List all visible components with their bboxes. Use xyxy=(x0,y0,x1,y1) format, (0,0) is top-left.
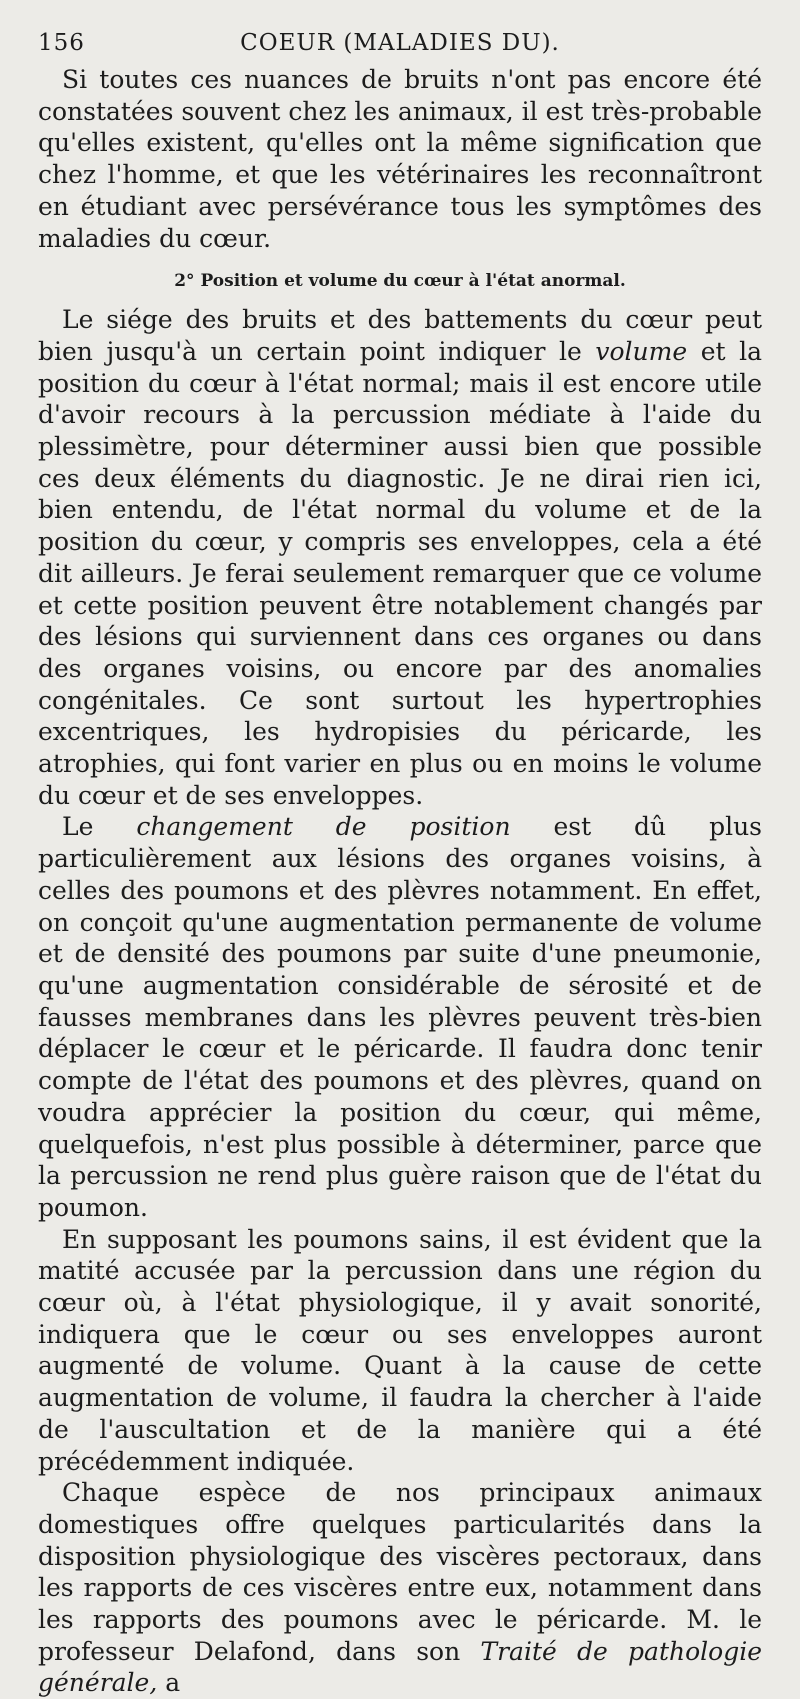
paragraph-5-text-b: a xyxy=(157,1668,181,1698)
paragraph-5-emphasis: Traité de pathologie générale, xyxy=(38,1636,763,1698)
paragraph-5-text-a: Chaque espèce de nos principaux animaux domestiques offre quelques particularités dans la disposition physiologique des viscères pectoraux, dans les rapports de ces viscères entre eux, notamment dans les rapports des poumons avec le péricarde. M. le professeur Delafond, dans son xyxy=(38,1478,762,1666)
paragraph-3-emphasis: changement de position xyxy=(136,812,511,842)
paragraph-2-text-b: et la position du cœur à l'état normal; mais il est encore utile d'avoir recours à la percussion médiate à l'aide du plessimètre, pour déterminer aussi bien que possible ces deux éléments du diagnostic. Je ne dirai rien ici, bien entendu, de l'état normal du volume et de la position du cœur, y compris ses enveloppes, cela a été dit ailleurs. Je ferai seulement remarquer que ce volume et cette position peuvent être notablement changés par des lésions qui surviennent dans ces organes ou dans des organes voisins, ou encore par des anomalies congénitales. Ce sont surtout les hypertrophies excentriques, les hydropisies du péricarde, les atrophies, qui font varier en plus ou en moins le volume du cœur et de ses enveloppes. xyxy=(38,336,762,810)
paragraph-2-emphasis: volume xyxy=(595,336,688,366)
page-number: 156 xyxy=(38,30,85,56)
paragraph-4: En supposant les poumons sains, il est évident que la matité accusée par la percussion dans une région du cœur où, à l'état physiologique, il y avait sonorité, indiquera que le cœur ou ses enveloppes auront augmenté de volume. Quant à la cause de cette augmentation de volume, il faudra la chercher à l'aide de l'auscultation et de la manière qui a été précédemment indiquée. xyxy=(38,1224,762,1476)
paragraph-3-text-b: est dû plus particulièrement aux lésions des organes voisins, à celles des poumons et des plèvres notamment. En effet, on conçoit qu'une augmentation permanente de volume et de densité des poumons par suite d'une pneumonie, qu'une augmentation considérable de sérosité et de fausses membranes dans les plèvres peuvent très-bien déplacer le cœur et le péricarde. Il faudra donc tenir compte de l'état des poumons et des plèvres, quand on voudra apprécier la position du cœur, qui même, quelquefois, n'est plus possible à déterminer, parce que la percussion ne rend plus guère raison que de l'état du poumon. xyxy=(38,812,762,1222)
paragraph-5 xyxy=(38,1477,762,1699)
paragraph-2-text-a: Le siége des bruits et des battements du cœur peut bien jusqu'à un certain point indiquer le xyxy=(38,305,762,366)
paragraph-2 xyxy=(38,304,762,811)
paragraph-3 xyxy=(38,811,762,1223)
running-head xyxy=(38,26,762,64)
running-title: COEUR (MALADIES DU). xyxy=(240,30,560,56)
paragraph-1: Si toutes ces nuances de bruits n'ont pas encore été constatées souvent chez les animaux, il est très-probable qu'elles existent, qu'elles ont la même signification que chez l'homme, et que les vétérinaires les reconnaîtront en étudiant avec persévérance tous les symptômes des maladies du cœur. xyxy=(38,65,762,253)
paragraph-3-text-a: Le xyxy=(62,812,137,842)
section-heading: 2° Position et volume du cœur à l'état anormal. xyxy=(174,271,626,292)
